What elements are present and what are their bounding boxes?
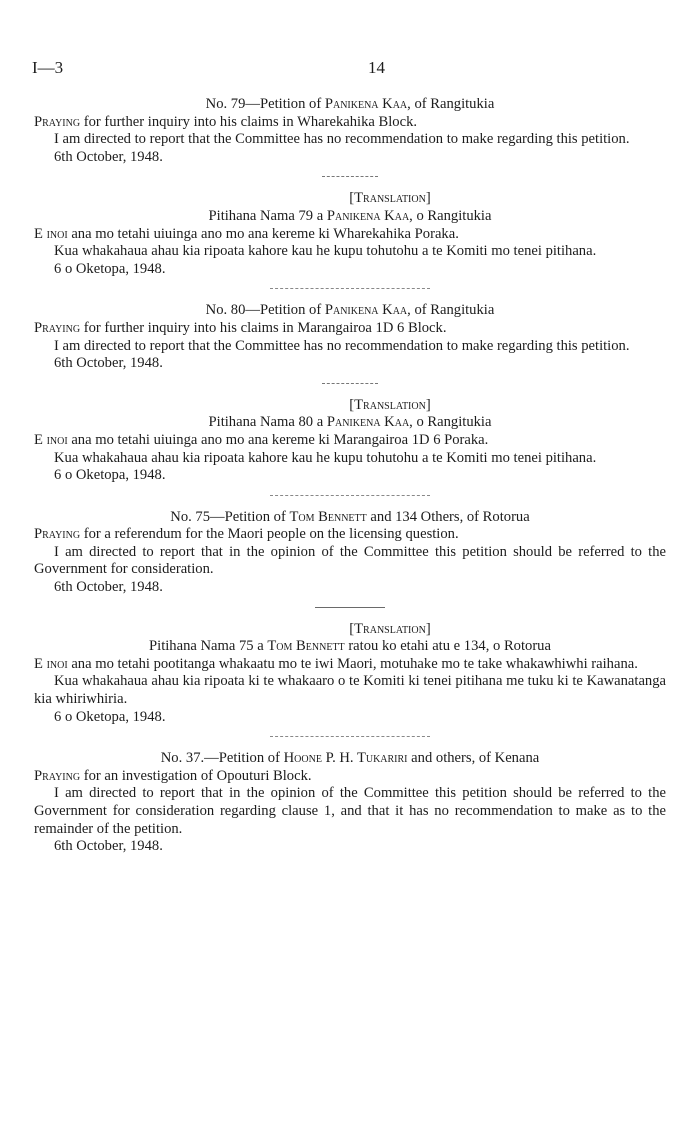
- section-divider: [34, 597, 666, 621]
- report-date: 6th October, 1948.: [54, 355, 163, 372]
- petition-title: No. 79—Petition of Panikena Kaa, of Rangitukia: [205, 96, 495, 112]
- page-header: [28, 58, 668, 82]
- section-divider: [34, 278, 666, 302]
- report-date: 6 o Oketopa, 1948.: [54, 708, 166, 725]
- report-date: 6 o Oketopa, 1948.: [54, 260, 166, 277]
- committee-report: I am directed to report that in the opinion of the Committee this petition should be referred to the Government for consideration.: [34, 543, 666, 578]
- section-divider: [34, 485, 666, 509]
- petition-translation-section: [34, 621, 666, 727]
- petition-translation-section: [34, 190, 666, 278]
- petition-section: [34, 96, 666, 166]
- petition-title: No. 37.—Petition of Hoone P. H. Tukariri and others, of Kenana: [160, 750, 540, 767]
- report-date: 6th October, 1948.: [54, 148, 163, 165]
- petition-prayer: Praying for further inquiry into his claims in Marangairoa 1D 6 Block.: [34, 319, 447, 336]
- petition-title: Pitihana Nama 79 a Panikena Kaa, o Rangitukia: [208, 207, 492, 224]
- report-date: 6th October, 1948.: [54, 579, 163, 596]
- petition-prayer: Praying for a referendum for the Maori people on the licensing question.: [34, 526, 459, 543]
- committee-report: I am directed to report that the Committee has no recommendation to make regarding this petition.: [54, 337, 630, 354]
- petition-prayer: E inoi ana mo tetahi pootitanga whakaatu mo te iwi Maori, motuhake mo te take whakawhiwhi raihana.: [34, 655, 638, 672]
- report-date: 6 o Oketopa, 1948.: [54, 467, 166, 484]
- committee-report: Kua whakahaua ahau kia ripoata ki te whakaaro o te Komiti ki tenei pitihana me tuku ki te Kawanatanga kia whiriwhiria.: [34, 673, 666, 708]
- document-body: [34, 96, 666, 856]
- petition-translation-section: [34, 397, 666, 485]
- page-number: 14: [368, 58, 385, 77]
- section-divider: [34, 166, 666, 190]
- translation-label: [Translation]: [349, 620, 431, 637]
- petition-prayer: Praying for an investigation of Opouturi Block.: [34, 767, 312, 784]
- committee-report: Kua whakahaua ahau kia ripoata kahore kau he kupu tohutohu a te Komiti mo tenei pitihana.: [54, 243, 597, 260]
- document-reference: I—3: [32, 58, 64, 77]
- petition-section: [34, 750, 666, 856]
- section-divider: [34, 373, 666, 397]
- petition-title: Pitihana Nama 75 a Tom Bennett ratou ko etahi atu e 134, o Rotorua: [149, 638, 551, 655]
- petition-title: No. 80—Petition of Panikena Kaa, of Rangitukia: [205, 302, 495, 319]
- section-divider: [34, 726, 666, 750]
- committee-report: I am directed to report that the Committee has no recommendation to make regarding this petition.: [54, 131, 630, 148]
- petition-title: No. 75—Petition of Tom Bennett and 134 Others, of Rotorua: [170, 508, 530, 525]
- petition-prayer: E inoi ana mo tetahi uiuinga ano mo ana kereme ki Wharekahika Poraka.: [34, 225, 459, 242]
- report-date: 6th October, 1948.: [54, 838, 163, 855]
- translation-label: [Translation]: [349, 190, 431, 207]
- committee-report: Kua whakahaua ahau kia ripoata kahore kau he kupu tohutohu a te Komiti mo tenei pitihana.: [54, 449, 597, 466]
- petition-section: [34, 302, 666, 372]
- petition-prayer: E inoi ana mo tetahi uiuinga ano mo ana kereme ki Marangairoa 1D 6 Poraka.: [34, 431, 489, 448]
- committee-report: I am directed to report that in the opinion of the Committee this petition should be referred to the Government for consideration regarding clause 1, and that it has no recommendation to make as to the remainder of the petition.: [34, 785, 666, 837]
- petition-prayer: Praying for further inquiry into his claims in Wharekahika Block.: [34, 113, 418, 130]
- petition-title: Pitihana Nama 80 a Panikena Kaa, o Rangitukia: [208, 414, 492, 431]
- translation-label: [Translation]: [349, 396, 431, 413]
- petition-section: [34, 509, 666, 597]
